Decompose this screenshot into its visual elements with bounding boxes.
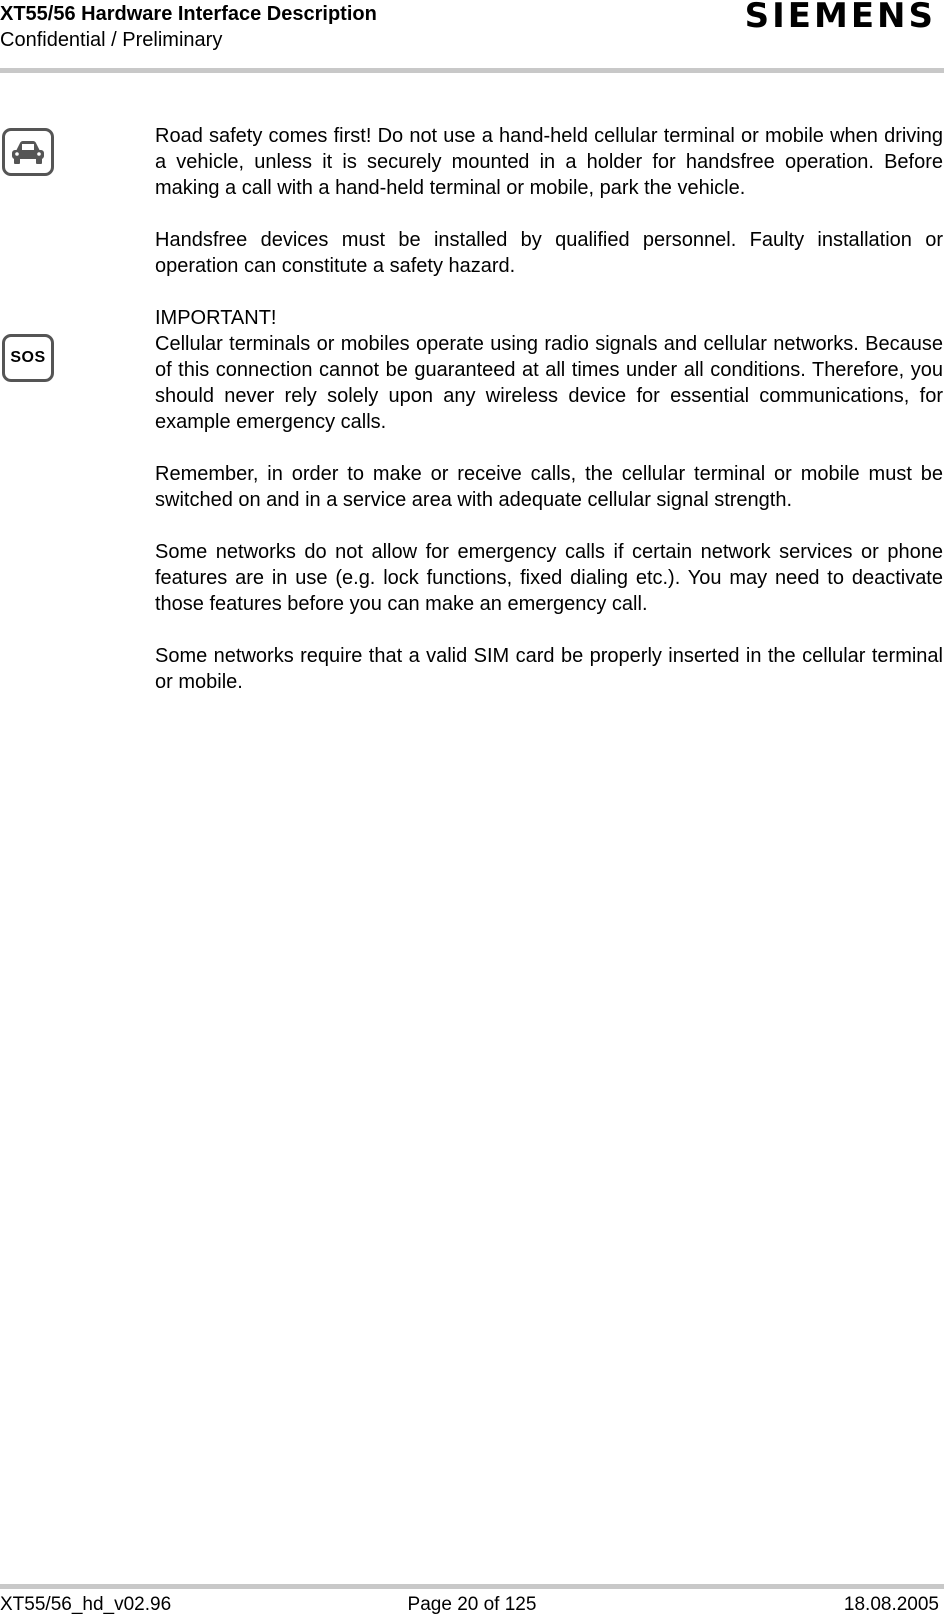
document-title: XT55/56 Hardware Interface Description xyxy=(0,3,377,25)
paragraph-emergency-calls: Some networks do not allow for emergency calls if certain network services or phone features are in use (e.g. lock functions, fixed dialing etc.). You may need to deactivate those features before you can make an emergency call. xyxy=(155,541,943,615)
footer-doc-id: XT55/56_hd_v02.96 xyxy=(0,1594,172,1615)
sos-label: SOS xyxy=(10,349,46,366)
paragraph-remember: Remember, in order to make or receive calls, the cellular terminal or mobile must be switched on and in a service area with adequate cellular signal strength. xyxy=(155,463,943,511)
safety-text xyxy=(155,123,943,721)
paragraph-sim-card: Some networks require that a valid SIM card be properly inserted in the cellular terminal or mobile. xyxy=(155,645,943,693)
footer-divider xyxy=(0,1584,944,1589)
document-subtitle: Confidential / Preliminary xyxy=(0,29,223,51)
car-icon xyxy=(2,128,54,176)
footer-date: 18.08.2005 xyxy=(843,1594,939,1615)
footer-page-number: Page 20 of 125 xyxy=(407,1594,537,1615)
important-heading: IMPORTANT! xyxy=(155,307,277,329)
paragraph-road-safety: Road safety comes first! Do not use a hand-held cellular terminal or mobile when driving a vehicle, unless it is securely mounted in a holder for handsfree operation. Before making a call with a hand-held terminal or mobile, park the vehicle. xyxy=(155,125,943,199)
siemens-logo: SIEMENS xyxy=(744,0,936,36)
header-divider xyxy=(0,68,944,73)
paragraph-handsfree: Handsfree devices must be installed by qualified personnel. Faulty installation or operation can constitute a safety hazard. xyxy=(155,229,943,277)
paragraph-cellular-networks: Cellular terminals or mobiles operate using radio signals and cellular networks. Because of this connection cannot be guaranteed at all times under all conditions. Therefore, you should never rely solely upon any wireless device for essential communications, for example emergency calls. xyxy=(155,333,943,433)
sos-icon xyxy=(2,334,54,382)
